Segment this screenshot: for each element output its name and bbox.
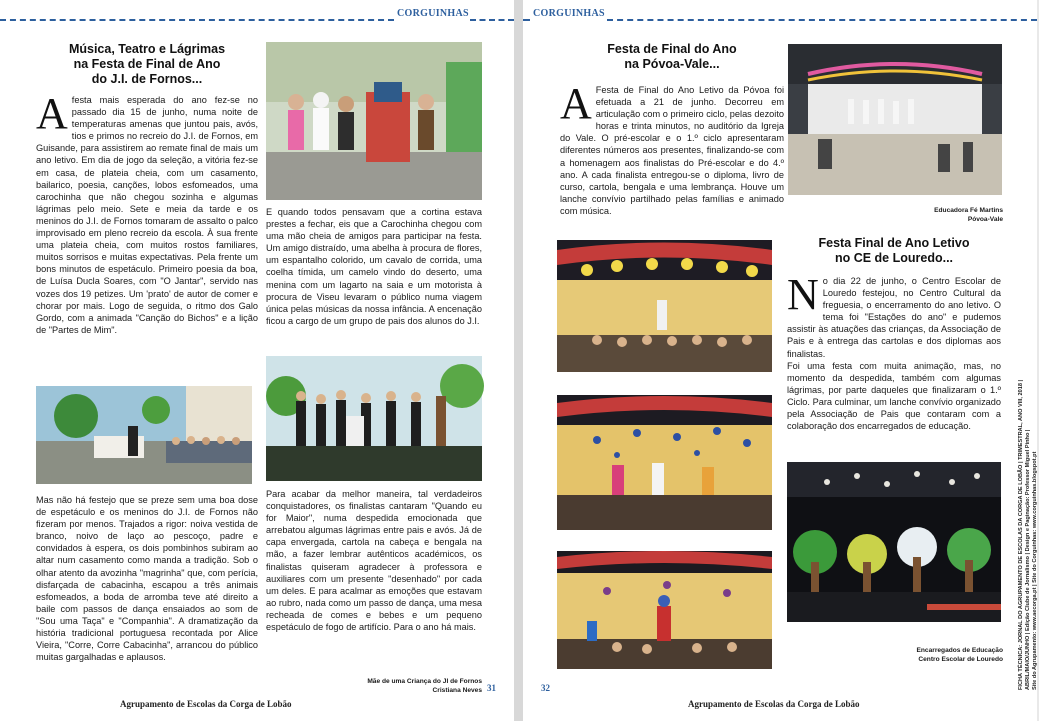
- photo-louredo-stage-1: [557, 240, 772, 372]
- header-title-left: CORGUINHAS: [397, 8, 469, 19]
- louredo-para2: Foi uma festa com muita animação, mas, no momento da despedida, também com algumas lágrimas, por parte daqueles que finalizaram o 1.º Ciclo. Para culminar, um lanche convívio organizado pela Associação de Pais que contaram com a colaboração dos encarregados de educação.: [787, 360, 1001, 432]
- header-rule-right: [607, 19, 1037, 21]
- drop-cap: N: [787, 270, 819, 319]
- footer-left: Agrupamento de Escolas da Corga de Lobão: [120, 699, 292, 709]
- page-number-left: 31: [487, 683, 496, 693]
- left-article-col2: [266, 206, 482, 327]
- credits-sidebar: FICHA TÉCNICA: JORNAL DO AGRUPAMENTO DE ESCOLAS DA CORGA DE LOBÃO | TRIMESTRAL, ANO VIII, 2018 | ABRIL/MAIO/JUNHO | Edição Clube de Jornalismo | Design e Paginação: Professor Miguel Pinho | Site do Agrupamento: www.aecorga.pt | Site do Corguinhas: www.corguinhas.blogspot.pt: [1018, 379, 1038, 690]
- left-article-author: Mãe de uma Criança do JI de Fornos Cristiana Neves: [367, 678, 482, 694]
- header-title-right: CORGUINHAS: [533, 8, 605, 19]
- header-rule-right-start: [523, 19, 530, 21]
- right-page: [523, 0, 1037, 721]
- povoa-title: Festa de Final do Ano na Póvoa-Vale...: [607, 42, 737, 71]
- left-article-col1: [36, 89, 258, 336]
- photo-louredo-stage-2: [557, 395, 772, 530]
- photo-finalists-stage: [266, 356, 482, 481]
- left-article-title: Música, Teatro e Lágrimas na Festa de Final de Ano do J.I. de Fornos...: [68, 42, 226, 86]
- povoa-caption: Educadora Fé Martins Póvoa-Vale: [934, 207, 1003, 223]
- photo-povoa-auditorium: [788, 44, 1002, 195]
- page-gutter: [514, 0, 523, 721]
- header-rule-left: [0, 19, 394, 21]
- left-article-para1: festa mais esperada do ano fez-se no passado dia 15 de junho, numa noite de temperaturas amenas que juntou pais, avós, tios e primos no recreio do J.I. de Fornos, em Guisande, para assistirem ao remate final de mais um ano letivo. Em dia de jogo da seleção, a vitória fez-se em casa, de plateia cheia, com um casamento, bailarico, poesia, canções, lobos esfomeados, uma carochinha que não chegou sozinha e algumas lágrimas pelo meio. Sete e meia da tarde e os meninos do J.I. de Fornos tomaram de assalto o palco improvisado em pleno recreio da escola. À sua frente uma plateia cheia, com muitos rostos familiares, muitos sorrisos e muitas expectativas. Pela frente um bons minutos de espetáculo. Primeiro poesia da boa, de Luísa Ducla Soares, com "O Jantar", servido nas vozes dos 19 petizes. Um 'prato' de autor de comer e chorar por mais. Logo de seguida, o ritmo dos Galo Gordo, com a animada "Canção do Bichos" e a lição de "Partes de Mim".: [36, 95, 258, 335]
- drop-cap: A: [560, 79, 592, 128]
- page-number-right: 32: [541, 683, 550, 693]
- louredo-para1: o dia 22 de junho, o Centro Escolar de Louredo festejou, no Centro Cultural da freguesia, o encerramento do ano letivo. O tema foi "Estações do ano" e pudemos assistir às atuações das crianças, da Associação de Pais e à entrega das cartolas e dos diplomas aos finalistas.: [787, 276, 1001, 359]
- povoa-text: Festa de Final do Ano Letivo da Póvoa foi efetuada a 21 de junho. Decorreu em articulação com o primeiro ciclo, pelas dezoito horas e trinta minutos, no auditório da Igreja do Vale. O pré-escolar e o 1.º ciclo apresentaram diferentes números aos presentes, finalizando-se com a homenagem aos finalistas do Pré-escolar e do 4.º ano. A cada finalista entregou-se o diploma, livro de curso, cartola, bengala e uma lembrança. Houve um lanche convívio partilhado pelas famílias e animado com música.: [560, 85, 784, 216]
- louredo-article-body: [787, 270, 1001, 432]
- left-article-col2-bottom: [266, 488, 482, 633]
- footer-right: Agrupamento de Escolas da Corga de Lobão: [688, 699, 860, 709]
- header-rule-left-end: [470, 19, 514, 21]
- louredo-caption: Encarregados de Educação Centro Escolar de Louredo: [916, 647, 1003, 663]
- photo-wedding-play: [36, 386, 252, 484]
- louredo-title: Festa Final de Ano Letivo no CE de Louredo...: [818, 236, 970, 265]
- left-article-para3: E quando todos pensavam que a cortina estava prestes a fechar, eis que a Carochinha chegou com uma mão cheia de amigos para participar na festa. Um amigo distraído, uma abelha à procura de flores, um espantalho colorido, um cavalo de corrida, uma coelha tímida, um camelo vindo do deserto, uma menina com um lagarto na saia e um motorista à procura de Viseu levaram o público numa viagem única pelas músicas da nossa infância. A encenação ficou a cargo de um grupo de pais dos alunos do J.I.: [266, 207, 482, 326]
- left-article-col1-bottom: [36, 494, 258, 663]
- photo-louredo-seasons-set: [787, 462, 1001, 622]
- left-article-para2: Mas não há festejo que se preze sem uma boa dose de espetáculo e os meninos do J.I. de Fornos não fizeram por menos. Trajados a rigor: noiva vestida de branco, noivo de laço ao pescoço, padre e convidados à espera, os dois pombinhos subiram ao altar num casamento como manda a tradição. Sob o olhar atento da avozinha "magrinha" que, com perícia, disfarçada de cabacinha, escapou a três animais esfomeados, a boda de arromba teve até direito a baile com passos de dança ensaiados ao som de "Sou uma Taça" e "Companhia". A dramatização da história tradicional portuguesa recontada por Alice Vieira, "Corre, Corre Cabacinha", arrancou do público muitas gargalhadas e aplausos.: [36, 495, 258, 663]
- left-page: [0, 0, 514, 721]
- povoa-article-body: [560, 79, 784, 217]
- photo-carochinha-friends: [266, 42, 482, 200]
- left-article-para4: Para acabar da melhor maneira, tal verdadeiros conquistadores, os finalistas cantaram "Quando eu for Maior", numa despedida emocionada que arrebatou algumas lágrimas entre pais e avós. Já de capa envergada, cartola na cabeça e bengala na mão, a fazer lembrar autênticos académicos, os finalistas quiseram agradecer à professora e auxiliares com um presente "desenhado" por cada um deles. E para acalmar as emoções que estavam ao rubro, nada como um passo de dança, uma mesa recheada de comes e bebes e um pequeno espetáculo de fogo de artifício. Para o ano há mais.: [266, 489, 482, 633]
- photo-louredo-stage-3: [557, 551, 772, 669]
- drop-cap: A: [36, 89, 68, 138]
